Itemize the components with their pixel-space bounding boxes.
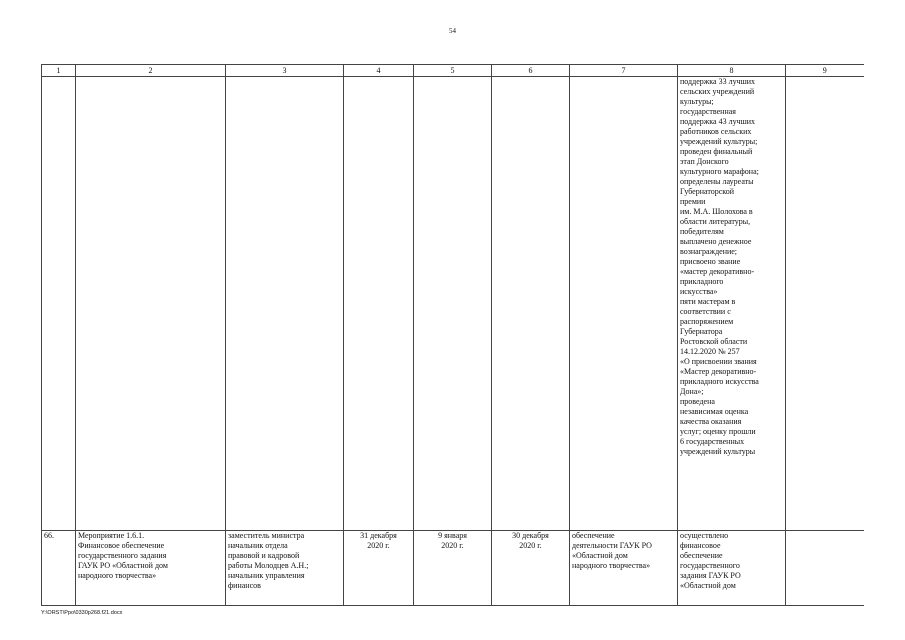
cell-cont-6 [492, 77, 570, 531]
cell-responsible: заместитель министра начальник отдела правовой и кадровой работы Молодцев А.Н.; начальник управления финансов [226, 531, 344, 606]
cell-expected-result: обеспечение деятельности ГАУК РО «Областной дом народного творчества» [570, 531, 678, 606]
column-header-2: 2 [76, 65, 226, 77]
cell-start-date: 9 января 2020 г. [414, 531, 492, 606]
document-path: Y:\ORST\Ppo\0330p268.f21.docx [41, 610, 123, 616]
cell-cont-4 [344, 77, 414, 531]
cell-notes [786, 531, 864, 606]
page-number: 54 [449, 27, 456, 35]
cell-row-number: 66. [42, 531, 76, 606]
cell-cont-2 [76, 77, 226, 531]
cell-activity-name: Мероприятие 1.6.1. Финансовое обеспечение государственного задания ГАУК РО «Областной дом народного творчества» [76, 531, 226, 606]
table-row-continuation [42, 77, 864, 531]
cell-cont-result: поддержка 33 лучших сельских учреждений культуры; государственная поддержка 43 лучших работников сельских учреждений культуры; проведен финальный этап Донского культурного марафона; определены лауреаты Губернаторской премии им. М.А. Шолохова в области литературы, победителям выплачено денежное вознаграждение; присвоено звание «мастер декоративно- прикладного искусства» пяти мастерам в соответствии с распоряжением Губернатора Ростовской области 14.12.2020 № 257 «О присвоении звания «Мастер декоративно- прикладного искусства Дона»; проведена независимая оценка качества оказания услуг; оценку прошли 6 государственных учреждений культуры [678, 77, 786, 531]
cell-end-date: 30 декабря 2020 г. [492, 531, 570, 606]
report-table [41, 64, 864, 606]
cell-cont-9 [786, 77, 864, 531]
cell-plan-date: 31 декабря 2020 г. [344, 531, 414, 606]
cell-actual-result: осуществлено финансовое обеспечение государственного задания ГАУК РО «Областной дом [678, 531, 786, 606]
column-header-6: 6 [492, 65, 570, 77]
column-header-3: 3 [226, 65, 344, 77]
cell-cont-1 [42, 77, 76, 531]
column-header-8: 8 [678, 65, 786, 77]
cell-cont-5 [414, 77, 492, 531]
column-header-5: 5 [414, 65, 492, 77]
cell-cont-7 [570, 77, 678, 531]
column-header-7: 7 [570, 65, 678, 77]
cell-cont-3 [226, 77, 344, 531]
table-row-66 [42, 531, 864, 606]
column-header-9: 9 [786, 65, 864, 77]
column-header-1: 1 [42, 65, 76, 77]
column-number-row [42, 65, 864, 77]
column-header-4: 4 [344, 65, 414, 77]
